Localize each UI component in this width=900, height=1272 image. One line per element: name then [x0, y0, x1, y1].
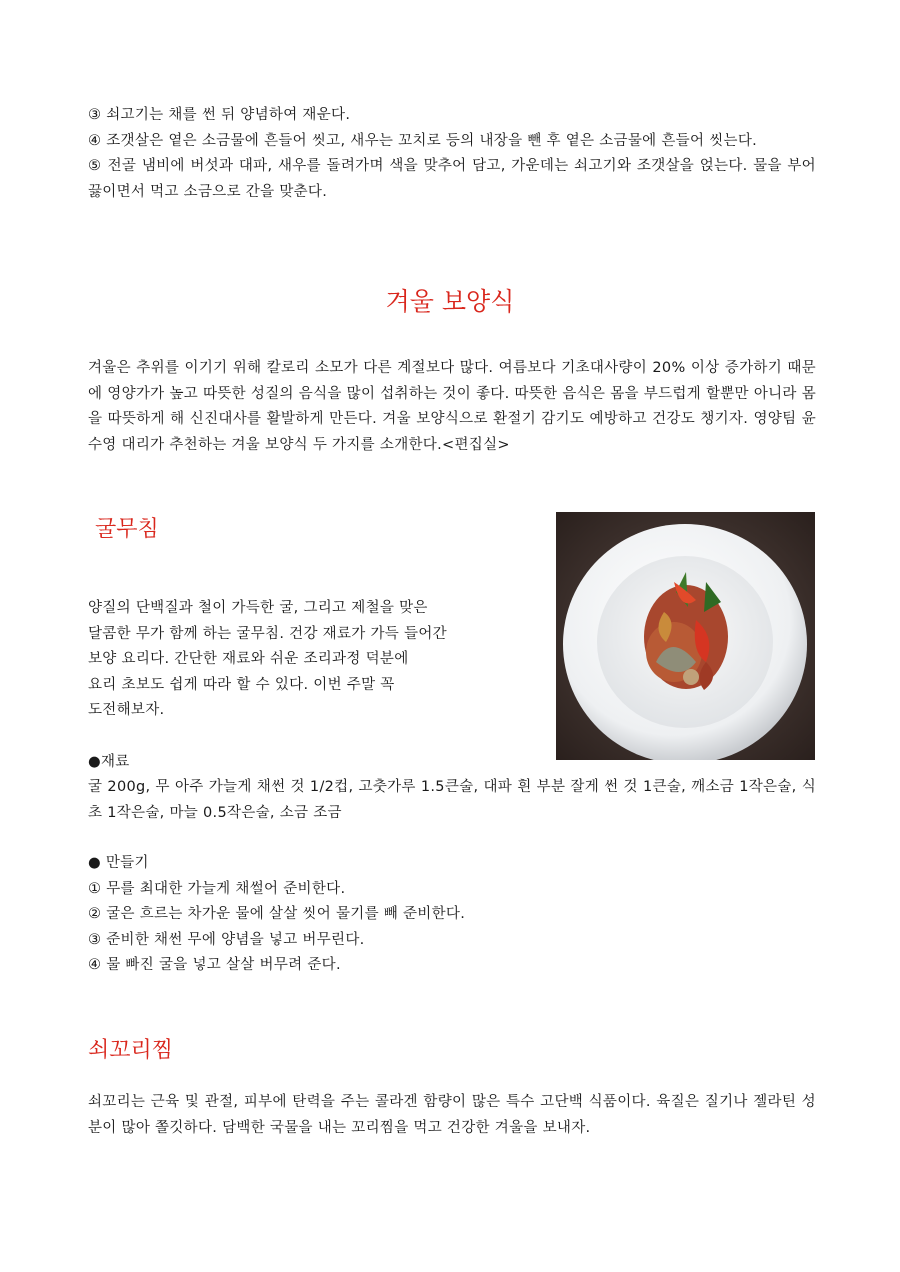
method-section	[88, 851, 816, 979]
recipe2-description: 쇠꼬리는 근육 및 관절, 피부에 탄력을 주는 콜라겐 함량이 많은 특수 고단백 식품이다. 육질은 질기나 젤라틴 성분이 많아 쫄깃하다. 담백한 국물을 내는 꼬리찜을 먹고 건강한 겨울을 보내자.	[88, 1094, 816, 1136]
ingredients-heading: ●재료	[88, 754, 130, 770]
recipe1-desc-line: 도전해보자.	[88, 702, 165, 718]
method-step: ③ 준비한 채썬 무에 양념을 넣고 버무린다.	[88, 931, 365, 948]
method-step: ① 무를 최대한 가늘게 채썰어 준비한다.	[88, 880, 346, 897]
recipe1-desc-line: 요리 초보도 쉽게 따라 할 수 있다. 이번 주말 꼭	[88, 676, 395, 693]
ingredients-text: 굴 200g, 무 아주 가늘게 채썬 것 1/2컵, 고춧가루 1.5큰술, 대파 흰 부분 잘게 썬 것 1큰술, 깨소금 1작은술, 식초 1작은술, 마늘 0.5작은술, 소금 조금	[88, 779, 816, 821]
recipe1-desc-line: 보양 요리다. 간단한 재료와 쉬운 조리과정 덕분에	[88, 651, 409, 667]
method-step: ④ 물 빠진 굴을 넣고 살살 버무려 준다.	[88, 957, 341, 973]
recipe1-description	[88, 596, 538, 724]
top-steps	[88, 103, 816, 205]
recipe1-desc-line: 양질의 단백질과 철이 가득한 굴, 그리고 제철을 맞은	[88, 600, 428, 616]
method-heading: ● 만들기	[88, 855, 149, 871]
step-3: ③ 쇠고기는 채를 썬 뒤 양념하여 재운다.	[88, 107, 351, 123]
step-4: ④ 조갯살은 옅은 소금물에 흔들어 씻고, 새우는 꼬치로 등의 내장을 뺀 후 옅은 소금물에 흔들어 씻는다.	[88, 132, 758, 149]
oyster-dish-photo	[556, 512, 815, 760]
recipe1-title: 굴무침	[95, 517, 159, 542]
section-title: 겨울 보양식	[385, 287, 515, 316]
intro-paragraph: 겨울은 추위를 이기기 위해 칼로리 소모가 다른 계절보다 많다. 여름보다 기초대사량이 20% 이상 증가하기 때문에 영양가가 높고 따뜻한 성질의 음식을 많이 섭취하는 것이 좋다. 따뜻한 음식은 몸을 부드럽게 할뿐만 아니라 몸을 따뜻하게 해 신진대사를 활발하게 만든다. 겨울 보양식으로 환절기 감기도 예방하고 건강도 챙기자. 영양팀 윤수영 대리가 추천하는 겨울 보양식 두 가지를 소개한다.<편집실>	[88, 360, 816, 453]
step-5: ⑤ 전골 냄비에 버섯과 대파, 새우를 돌려가며 색을 맞추어 담고, 가운데는 쇠고기와 조갯살을 얹는다. 물을 부어 끓이면서 먹고 소금으로 간을 맞춘다.	[88, 158, 816, 200]
method-step: ② 굴은 흐르는 차가운 물에 살살 씻어 물기를 빼 준비한다.	[88, 906, 466, 922]
recipe2-title: 쇠꼬리찜	[88, 1038, 174, 1063]
recipe1-desc-line: 달콤한 무가 함께 하는 굴무침. 건강 재료가 가득 들어간	[88, 625, 447, 642]
